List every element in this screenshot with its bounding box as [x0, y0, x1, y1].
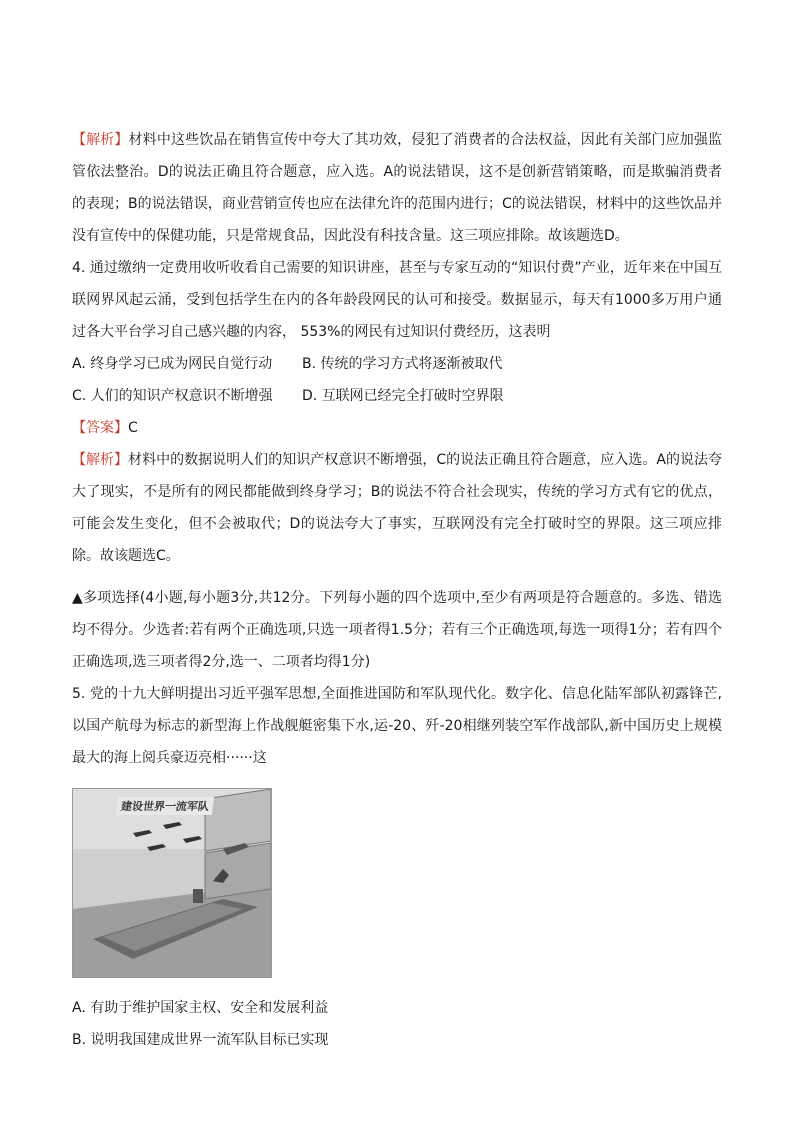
q4-option-c: C. 人们的知识产权意识不断增强: [72, 388, 273, 404]
q4-option-d: D. 互联网已经完全打破时空界限: [302, 388, 504, 404]
analysis-text: 材料中这些饮品在销售宣传中夸大了其功效，侵犯了消费者的合法权益，因此有关部门应加强监管依法整治。D的说法正确且符合题意，应入选。A的说法错误，这不是创新营销策略，而是欺骗消费者的表现；B的说法错误，商业营销宣传也应在法律允许的范围内进行；C的说法错误，材料中的这些饮品并没有宣传中的保健功能，只是常规食品，因此没有科技含量。这三项应排除。故该题选D。: [72, 132, 723, 244]
q5-stem: 5. 党的十九大鲜明提出习近平强军思想,全面推进国防和军队现代化。数字化、信息化陆军部队初露锋芒,以国产航母为标志的新型海上作战舰艇密集下水,运-20、歼-20相继列装空军作战部队,新中国历史上规模最大的海上阅兵豪迈亮相······这: [72, 686, 722, 766]
q4-answer: [72, 412, 722, 444]
answer-value: C: [128, 420, 138, 436]
analysis-text: 材料中的数据说明人们的知识产权意识不断增强，C的说法正确且符合题意，应入选。A的说法夸大了现实，不是所有的网民都能做到终身学习；B的说法不符合社会现实，传统的学习方式有它的优点，可能会发生变化，但不会被取代；D的说法夸大了事实，互联网没有完全打破时空的界限。这三项应排除。故该题选C。: [72, 452, 722, 564]
image-caption: 建设世界一流军队: [116, 797, 215, 815]
analysis-tag: 【解析】: [72, 132, 129, 148]
analysis-tag: 【解析】: [72, 452, 129, 468]
q4-options-row-1: [72, 348, 722, 380]
q4-option-a: A. 终身学习已成为网民自觉行动: [72, 356, 273, 372]
q5-option-b: B. 说明我国建成世界一流军队目标已实现: [72, 1032, 329, 1048]
q4-option-b: B. 传统的学习方式将逐渐被取代: [302, 356, 503, 372]
answer-tag: 【答案】: [72, 420, 128, 436]
military-illustration: [73, 789, 271, 977]
q5-option-a: A. 有助于维护国家主权、安全和发展利益: [72, 1000, 329, 1016]
q4-stem: 4. 通过缴纳一定费用收听收看自己需要的知识讲座，甚至与专家互动的“知识付费”产业，近年来在中国互联网界风起云涌，受到包括学生在内的各年龄段网民的认可和接受。数据显示，每天有1000多万用户通过各大平台学习自己感兴趣的内容， 553%的网民有过知识付费经历，这表明: [72, 260, 722, 340]
q4-analysis: [72, 444, 722, 572]
aircraft-carrier-image: [72, 788, 272, 978]
section-header: ▲多项选择(4小题,每小题3分,共12分。下列每小题的四个选项中,至少有两项是符合题意的。多选、错选均不得分。少选者:若有两个正确选项,只选一项者得1.5分；若有三个正确选项,每选一项得1分；若有四个正确选项,选三项者得2分,选一、二项者均得1分): [72, 590, 722, 670]
q3-analysis: [72, 124, 722, 252]
document-page: [72, 124, 722, 1056]
q4-options-row-2: [72, 380, 722, 412]
